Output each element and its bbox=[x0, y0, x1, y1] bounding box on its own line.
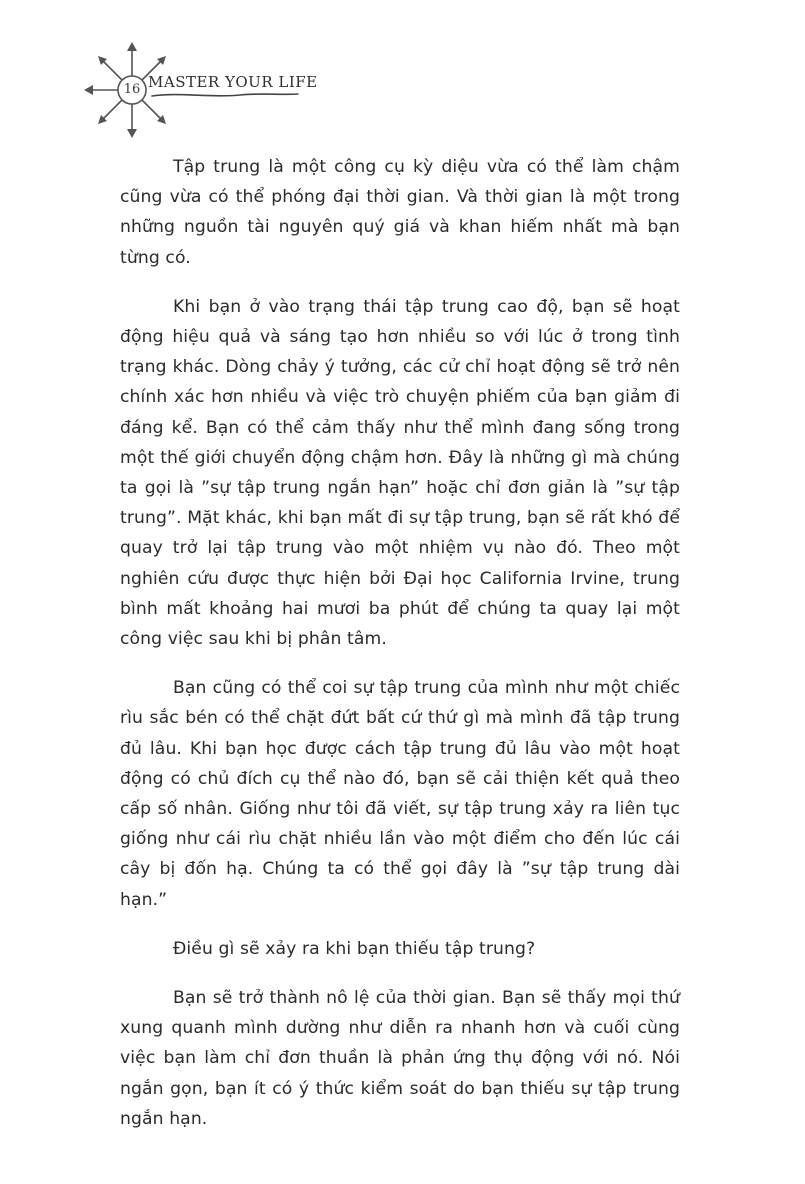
paragraph: Bạn cũng có thể coi sự tập trung của mình như một chiếc rìu sắc bén có thể chặt đứt bất cứ thứ gì mà mình đã tập trung đủ lâu. Khi bạn học được cách tập trung đủ lâu vào một hoạt động có chủ đích cụ thể nào đó, bạn sẽ cải thiện kết quả theo cấp số nhân. Giống như tôi đã viết, sự tập trung xảy ra liên tục giống như cái rìu chặt nhiều lần vào một điểm cho đến lúc cái cây bị đốn hạ. Chúng ta có thể gọi đây là ”sự tập trung dài hạn.” bbox=[120, 678, 680, 910]
running-title: MASTER YOUR LIFE bbox=[148, 73, 318, 91]
body-text bbox=[120, 152, 680, 1153]
page-number: 16 bbox=[123, 82, 141, 97]
paragraph: Bạn sẽ trở thành nô lệ của thời gian. Bạn sẽ thấy mọi thứ xung quanh mình dường như diễn ra nhanh hơn và cuối cùng việc bạn làm chỉ đơn thuần là phản ứng thụ động với nó. Nói ngắn gọn, bạn ít có ý thức kiểm soát do bạn thiếu sự tập trung ngắn hạn. bbox=[120, 988, 680, 1129]
paragraph: Khi bạn ở vào trạng thái tập trung cao độ, bạn sẽ hoạt động hiệu quả và sáng tạo hơn nhiều so với lúc ở trong tình trạng khác. Dòng chảy ý tưởng, các cử chỉ hoạt động sẽ trở nên chính xác hơn nhiều và việc trò chuyện phiếm của bạn giảm đi đáng kể. Bạn có thể cảm thấy như thể mình đang sống trong một thế giới chuyển động chậm hơn. Đây là những gì mà chúng ta gọi là ”sự tập trung ngắn hạn” hoặc chỉ đơn giản là ”sự tập trung”. Mặt khác, khi bạn mất đi sự tập trung, bạn sẽ rất khó để quay trở lại tập trung vào một nhiệm vụ nào đó. Theo một nghiên cứu được thực hiện bởi Đại học California Irvine, trung bình mất khoảng hai mươi ba phút để chúng ta quay lại một công việc sau khi bị phân tâm. bbox=[120, 296, 680, 650]
paragraph: Tập trung là một công cụ kỳ diệu vừa có thể làm chậm cũng vừa có thể phóng đại thời gian. Và thời gian là một trong những nguồn tài nguyên quý giá và khan hiếm nhất mà bạn từng có. bbox=[120, 157, 680, 268]
page-header bbox=[82, 40, 342, 140]
title-underline-swash bbox=[150, 90, 300, 100]
paragraph: Điều gì sẽ xảy ra khi bạn thiếu tập trung? bbox=[173, 938, 536, 959]
